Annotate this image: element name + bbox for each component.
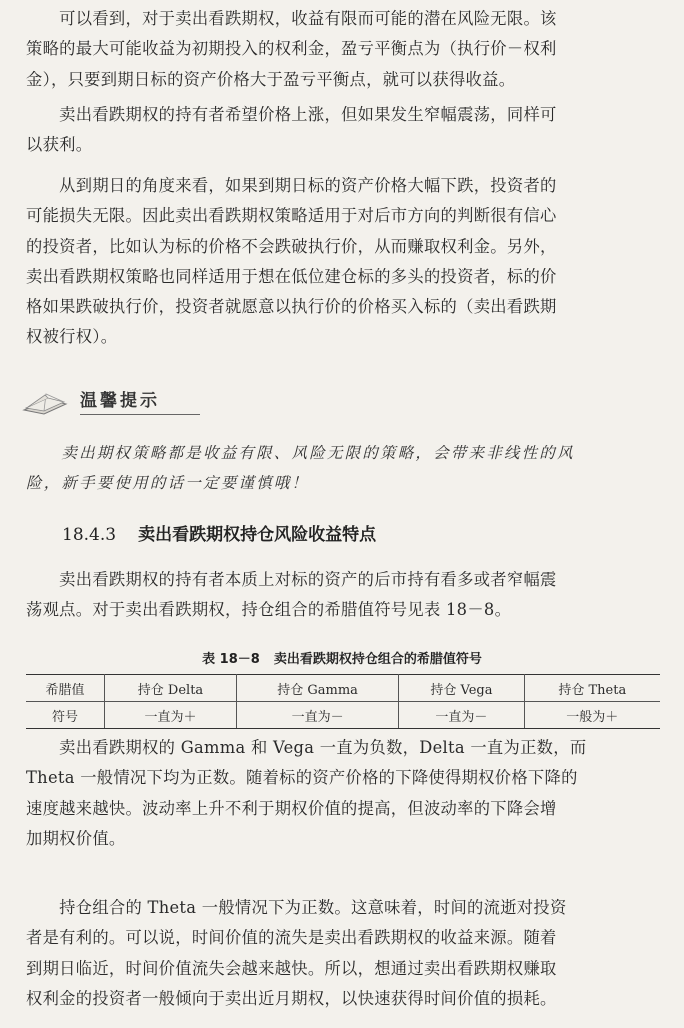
text-line: 者是有利的。可以说，时间价值的流失是卖出看跌期权的收益来源。随着: [26, 928, 557, 948]
text-line: 权利金的投资者一般倾向于卖出近月期权，以快速获得时间价值的损耗。: [26, 988, 557, 1008]
tip-divider: [80, 414, 200, 415]
open-book-icon: [20, 388, 72, 418]
text-line: 荡观点。对于卖出看跌期权，持仓组合的希腊值符号见表 18－8。: [26, 600, 512, 620]
table-header-cell: 持仓 Vega: [399, 675, 524, 702]
paragraph-3: [26, 171, 660, 353]
paragraph-2: [26, 100, 660, 161]
table-header-cell: 持仓 Gamma: [236, 675, 398, 702]
greeks-table: [26, 674, 660, 729]
table-cell: 一直为＋: [105, 702, 237, 729]
text-line: 卖出期权策略都是收益有限、风险无限的策略，会带来非线性的风: [26, 444, 575, 462]
table-caption: [0, 648, 684, 667]
text-line: 卖出看跌期权的持有者本质上对标的资产的后市持有看多或者窄幅震: [26, 570, 557, 589]
table-header-row: [26, 675, 660, 702]
text-line: 从到期日的角度来看，如果到期日标的资产价格大幅下跌，投资者的: [26, 176, 557, 195]
text-line: 策略的最大可能收益为初期投入的权利金，盈亏平衡点为（执行价－权利: [26, 39, 557, 59]
text-line: 格如果跌破执行价，投资者就愿意以执行价的价格买入标的（卖出看跌期: [26, 297, 557, 317]
text-line: 权被行权）。: [26, 327, 118, 347]
table-cell: 一直为－: [236, 702, 398, 729]
text-line: 持仓组合的 Theta 一般情况下为正数。这意味着，时间的流逝对投资: [26, 898, 567, 917]
table-header-cell: 持仓 Theta: [524, 675, 660, 702]
tip-text: [26, 438, 660, 498]
tip-title: 温馨提示: [80, 391, 160, 411]
table-header-cell: 持仓 Delta: [105, 675, 237, 702]
section-number: 18.4.3: [62, 525, 117, 545]
table-header-cell: 希腊值: [26, 675, 105, 702]
section-title: 卖出看跌期权持仓风险收益特点: [138, 525, 377, 545]
paragraph-4: [26, 733, 660, 854]
table-cell: 一直为－: [399, 702, 524, 729]
text-line: 可能损失无限。因此卖出看跌期权策略适用于对后市方向的判断很有信心: [26, 206, 557, 226]
text-line: 卖出看跌期权的 Gamma 和 Vega 一直为负数，Delta 一直为正数，而: [26, 738, 587, 757]
text-line: 加期权价值。: [26, 828, 126, 848]
paragraph-5: [26, 893, 660, 1014]
text-line: Theta 一般情况下均为正数。随着标的资产价格的下降使得期权价格下降的: [26, 768, 578, 788]
text-line: 以获利。: [26, 135, 93, 155]
text-line: 险，新手要使用的话一定要谨慎哦！: [26, 474, 310, 492]
text-line: 金），只要到期日标的资产价格大于盈亏平衡点，就可以获得收益。: [26, 69, 516, 89]
text-line: 的投资者，比如认为标的价格不会跌破执行价，从而赚取权利金。另外，: [26, 236, 557, 256]
table-cell: 一般为＋: [524, 702, 660, 729]
paragraph-1: [26, 4, 660, 95]
text-line: 到期日临近，时间价值流失会越来越快。所以，想通过卖出看跌期权赚取: [26, 958, 557, 978]
table-cell: 符号: [26, 702, 105, 729]
table-row: [26, 702, 660, 729]
intro-paragraph: [26, 565, 660, 626]
table-number: 表 18－8: [202, 652, 260, 667]
table-title: 卖出看跌期权持仓组合的希腊值符号: [273, 652, 482, 667]
text-line: 可以看到，对于卖出看跌期权，收益有限而可能的潜在风险无限。该: [26, 9, 557, 28]
text-line: 卖出看跌期权的持有者希望价格上涨，但如果发生窄幅震荡，同样可: [26, 105, 557, 124]
tip-header: [20, 384, 210, 422]
section-heading: [62, 520, 376, 545]
text-line: 卖出看跌期权策略也同样适用于想在低位建仓标的多头的投资者，标的价: [26, 266, 557, 286]
text-line: 速度越来越快。波动率上升不利于期权价值的提高，但波动率的下降会增: [26, 798, 557, 818]
